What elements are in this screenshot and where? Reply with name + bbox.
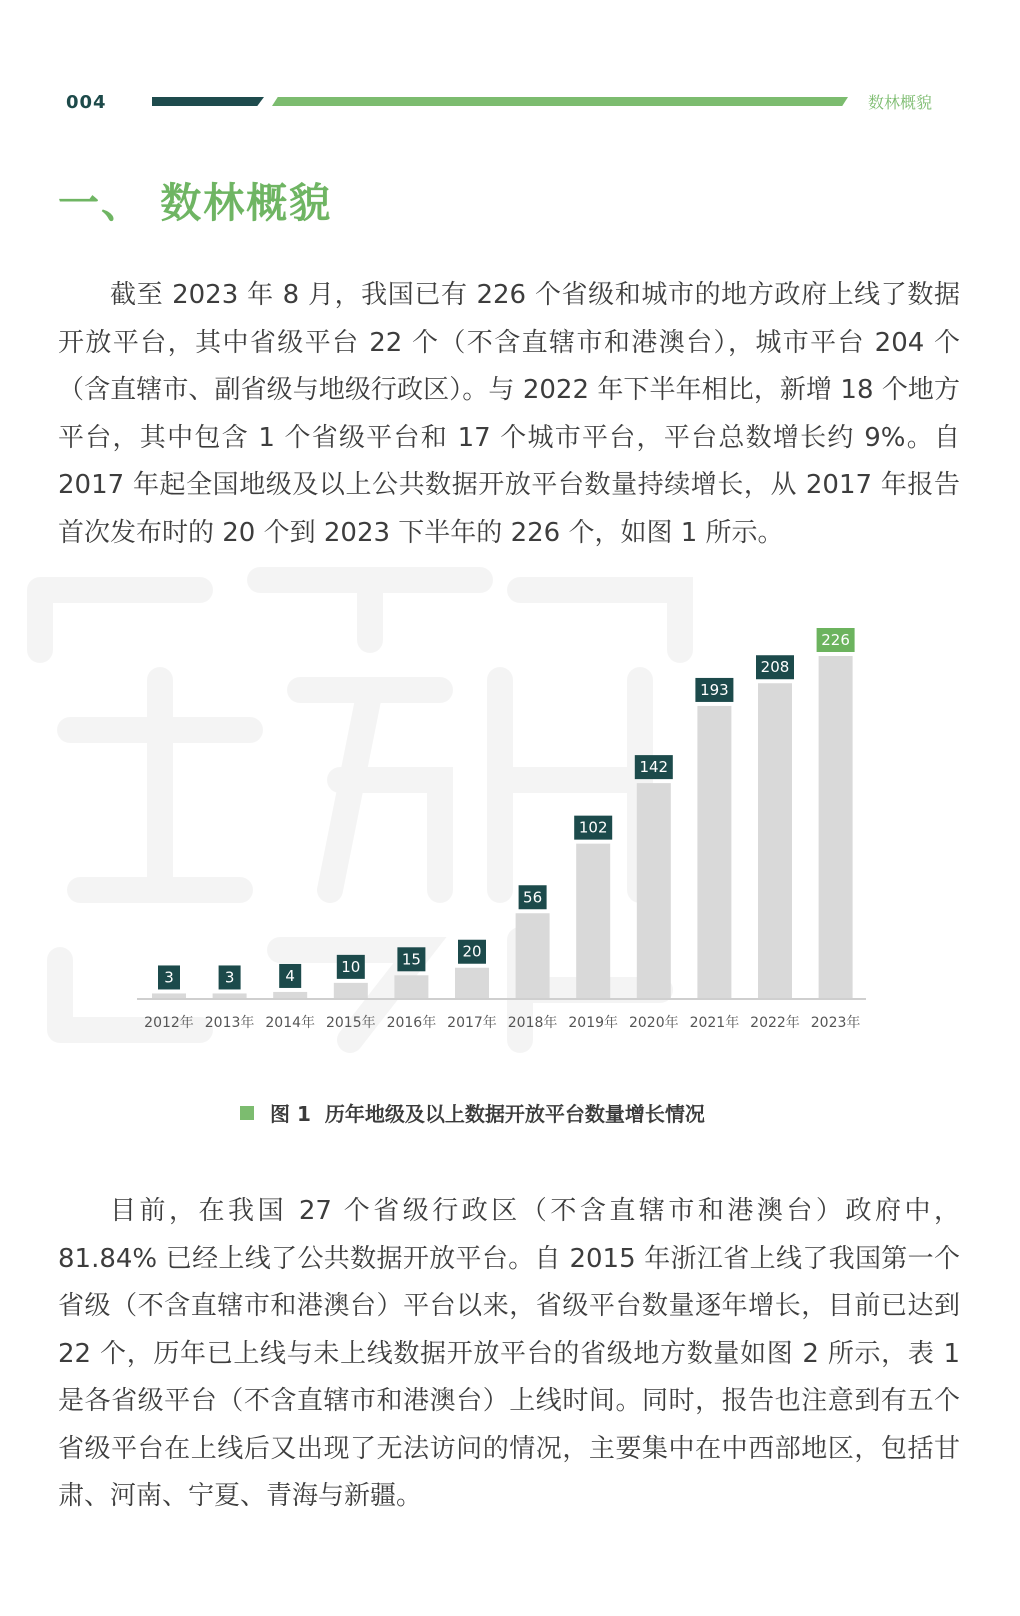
chart-bar	[334, 983, 368, 998]
page-header	[0, 0, 1020, 130]
data-label: 226	[821, 631, 850, 649]
chart-bar	[152, 993, 186, 998]
x-tick-label: 2019年	[568, 1015, 619, 1031]
caption-marker-icon	[240, 1106, 254, 1120]
header-bar-green	[272, 97, 848, 106]
x-tick-label: 2017年	[447, 1015, 497, 1031]
chart-canvas	[0, 560, 1020, 1080]
chart-bar	[697, 706, 731, 998]
data-label: 142	[639, 758, 669, 777]
x-tick-label: 2014年	[265, 1015, 316, 1031]
x-tick-label: 2023年	[810, 1015, 861, 1031]
section-title: 一、 数林概貌	[58, 179, 333, 227]
data-label: 10	[341, 957, 361, 976]
data-label: 102	[578, 818, 608, 837]
x-tick-label: 2022年	[750, 1015, 800, 1031]
chart-bar	[576, 844, 610, 998]
x-tick-label: 2015年	[325, 1015, 376, 1031]
chart-bar	[394, 975, 428, 998]
chart-bar	[273, 992, 307, 998]
figure-label: 图 1	[270, 1102, 311, 1126]
chart-bar	[819, 656, 853, 998]
running-header-title: 数林概貌	[868, 93, 933, 112]
data-label: 193	[700, 680, 729, 699]
x-tick-label: 2013年	[204, 1015, 255, 1031]
data-label: 3	[164, 968, 174, 987]
x-tick-label: 2012年	[144, 1015, 194, 1031]
data-label: 56	[523, 888, 543, 907]
data-label: 208	[760, 658, 790, 677]
page-number: 004	[66, 92, 107, 113]
paragraph-provincial: 目前，在我国 27 个省级行政区（不含直辖市和港澳台）政府中，81.84% 已经上线了公共数据开放平台。自 2015 年浙江省上线了我国第一个省级（不含直辖市和港澳台）平台以来，省级平台数量逐年增长，目前已达到 22 个，历年已上线与未上线数据开放平台的省级地方数量如图 2 所示，表 1 是各省级平台（不含直辖市和港澳台）上线时间。同时，报告也注意到有五个省级平台在上线后又出现了无法访问的情况，主要集中在中西部地区，包括甘肃、河南、宁夏、青海与新疆。	[58, 1196, 960, 1511]
x-tick-label: 2021年	[689, 1015, 740, 1031]
chart-bar	[213, 993, 247, 998]
chart-bar	[637, 783, 671, 998]
data-label: 3	[224, 968, 235, 987]
paragraph-intro: 截至 2023 年 8 月，我国已有 226 个省级和城市的地方政府上线了数据开放平台，其中省级平台 22 个（不含直辖市和港澳台），城市平台 204 个（含直辖市、副省级与地级行政区）。与 2022 年下半年相比，新增 18 个地方平台，其中包含 1 个省级平台和 17 个城市平台，平台总数增长约 9%。自 2017 年起全国地级及以上公共数据开放平台数量持续增长，从 2017 年报告首次发布时的 20 个到 2023 下半年的 226 个，如图 1 所示。	[58, 280, 960, 548]
chart-bar	[758, 683, 792, 998]
figure-caption	[240, 1098, 800, 1127]
data-label: 20	[462, 942, 482, 961]
bar-chart	[0, 560, 1020, 1120]
figure-caption-text: 历年地级及以上数据开放平台数量增长情况	[324, 1102, 705, 1126]
header-bar-dark	[152, 97, 264, 106]
chart-bar	[516, 913, 550, 998]
x-tick-label: 2020年	[628, 1015, 679, 1031]
chart-bar	[455, 968, 489, 998]
data-label: 15	[401, 950, 421, 969]
x-tick-label: 2018年	[507, 1015, 558, 1031]
x-tick-label: 2016年	[386, 1015, 437, 1031]
data-label: 4	[285, 966, 295, 985]
